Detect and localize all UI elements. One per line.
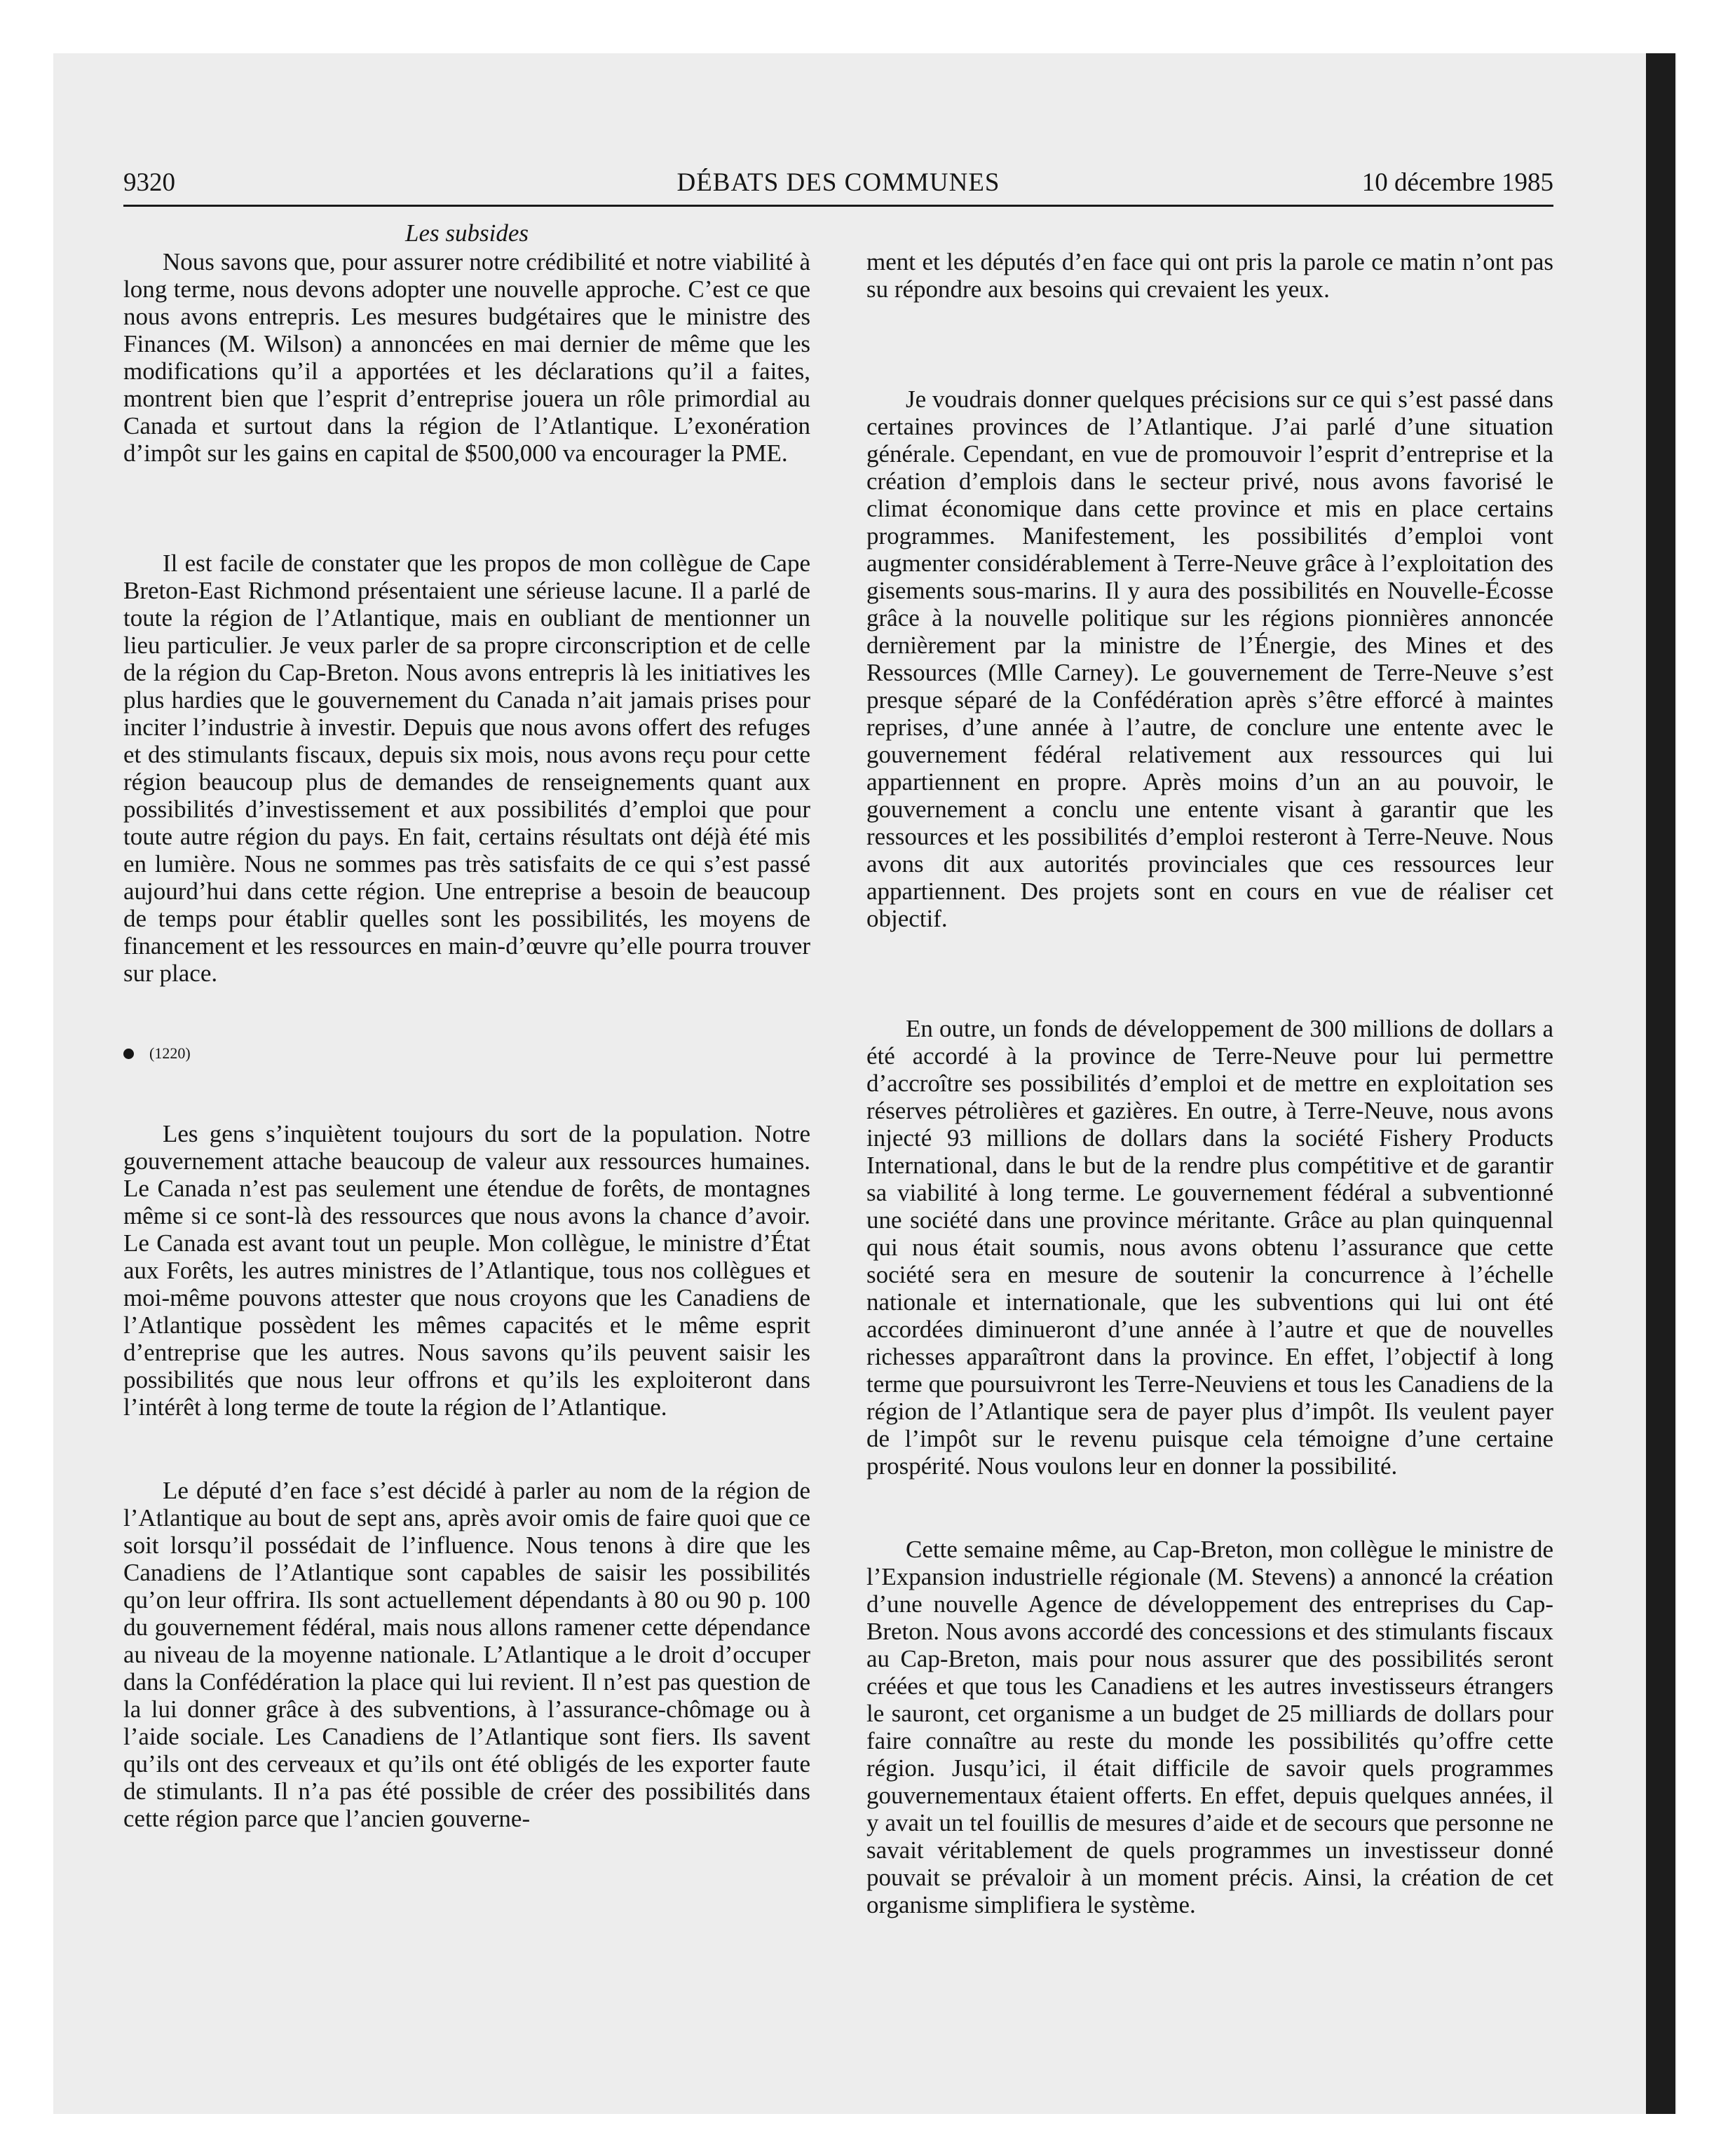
issue-date: 10 décembre 1985 — [1361, 168, 1553, 197]
journal-title: DÉBATS DES COMMUNES — [676, 168, 1000, 197]
right-column — [866, 248, 1553, 1918]
left-paragraph-1: Nous savons que, pour assurer notre crédibilité et notre viabilité à long terme, nous devons adopter une nouvelle approche. C’est ce que nous avons entrepris. Les mesures budgétaires que le ministre des Finances (M. Wilson) a annoncées en mai dernier de même que les modifications qu’il a apportées et les déclarations qu’il a faites, montrent bien que l’esprit d’entreprise jouera un rôle primordial au Canada et surtout dans la région de l’Atlantique. L’exonération d’impôt sur les gains en capital de $500,000 va encourager la PME. — [123, 248, 810, 467]
time-marker — [123, 1043, 810, 1064]
bullet-icon — [123, 1049, 134, 1059]
section-title: Les subsides — [405, 219, 529, 247]
running-header — [123, 165, 1553, 207]
right-paragraph-2: Je voudrais donner quelques précisions sur ce qui s’est passé dans certaines provinces de l’Atlantique. J’ai parlé d’une situation générale. Cependant, en vue de promouvoir l’esprit d’entreprise et la création d’emplois dans le secteur privé, nous avons favorisé le climat économique dans cette province et mis en place certains programmes. Manifestement, les possibilités d’emploi vont augmenter considérablement à Terre-Neuve grâce à l’exploitation des gisements sous-marins. Il y aura des possibilités en Nouvelle-Écosse grâce à la nouvelle politique sur les régions pionnières annoncée dernièrement par la ministre de l’Énergie, des Mines et des Ressources (Mlle Carney). Le gouvernement de Terre-Neuve s’est presque séparé de la Confédération après s’être efforcé à maintes reprises, d’une année à l’autre, de conclure une entente avec le gouvernement fédéral relativement aux ressources qui lui appartiennent en propre. Après moins d’un an au pouvoir, le gouvernement a conclu une entente visant à garantir que les ressources et les possibilités d’emploi resteront à Terre-Neuve. Nous avons dit aux autorités provinciales que ces ressources leur appartiennent. Des projets sont en cours en vue de réaliser cet objectif. — [866, 386, 1553, 932]
left-paragraph-4: Le député d’en face s’est décidé à parler au nom de la région de l’Atlantique au bout de sept ans, après avoir omis de faire quoi que ce soit lorsqu’il possédait de l’influence. Nous tenons à dire que les Canadiens de l’Atlantique sont capables de saisir les possibilités qu’on leur offrira. Ils sont actuellement dépendants à 80 ou 90 p. 100 du gouvernement fédéral, mais nous allons ramener cette dépendance au niveau de la moyenne nationale. L’Atlantique a le droit d’occuper dans la Confédération la place qui lui revient. Il n’est pas question de la lui donner grâce à des subventions, à l’assurance-chômage ou à l’aide sociale. Les Canadiens de l’Atlantique sont fiers. Ils savent qu’ils ont des cerveaux et qu’ils ont été obligés de les exporter faute de stimulants. Il n’a pas été possible de créer des possibilités dans cette région parce que l’ancien gouverne- — [123, 1477, 810, 1832]
right-paragraph-4: Cette semaine même, au Cap-Breton, mon collègue le ministre de l’Expansion industrielle régionale (M. Stevens) a annoncé la création d’une nouvelle Agence de développement des entreprises du Cap-Breton. Nous avons accordé des concessions et des stimulants fiscaux au Cap-Breton, mais pour nous assurer que des possibilités seront créées et que tous les Canadiens et les autres investisseurs étrangers le sauront, cet organisme a un budget de 25 milliards de dollars pour faire connaître au reste du monde les possibilités qu’offre cette région. Jusqu’ici, il était difficile de savoir quels programmes gouvernementaux étaient offerts. En effet, depuis quelques années, il y avait un tel fouillis de mesures d’aide et de secours que personne ne savait véritablement de quels programmes un investisseur donné pouvait se prévaloir à un moment précis. Ainsi, la création de cet organisme simplifiera le système. — [866, 1536, 1553, 1918]
hansard-page — [123, 165, 1553, 2058]
right-paragraph-1: ment et les députés d’en face qui ont pris la parole ce matin n’ont pas su répondre aux besoins qui crevaient les yeux. — [866, 248, 1553, 303]
right-paragraph-3: En outre, un fonds de développement de 300 millions de dollars a été accordé à la province de Terre-Neuve pour lui permettre d’accroître ses possibilités d’emploi et de mettre en exploitation ses réserves pétrolières et gazières. En outre, à Terre-Neuve, nous avons injecté 93 millions de dollars dans la société Fishery Products International, dans le but de la rendre plus compétitive et de garantir sa viabilité à long terme. Le gouvernement fédéral a subventionné une société dans une province méritante. Grâce au plan quinquennal qui nous était soumis, nous avons obtenu l’assurance que cette société sera en mesure de soutenir la concurrence à l’échelle nationale et internationale, que les subventions qui lui ont été accordées diminueront d’une année à l’autre et que de nouvelles richesses apparaîtront dans la province. En effet, l’objectif à long terme que poursuivront les Terre-Neuviens et tous les Canadiens de la région de l’Atlantique sera de payer plus d’impôt. Ils veulent payer de l’impôt sur le revenu puisque cela témoigne d’une certaine prospérité. Nous voulons leur en donner la possibilité. — [866, 1015, 1553, 1480]
left-paragraph-3: Les gens s’inquiètent toujours du sort de la population. Notre gouvernement attache beaucoup de valeur aux ressources humaines. Le Canada n’est pas seulement une étendue de forêts, de montagnes même si ce sont-là des ressources que nous avons la chance d’avoir. Le Canada est avant tout un peuple. Mon collègue, le ministre d’État aux Forêts, les autres ministres de l’Atlantique, tous nos collègues et moi-même pouvons attester que nous croyons que les Canadiens de l’Atlantique possèdent les mêmes capacités et le même esprit d’entreprise que les autres. Nous savons qu’ils peuvent saisir les possibilités que nous leur offrons et qu’ils les exploiteront dans l’intérêt à long terme de toute la région de l’Atlantique. — [123, 1120, 810, 1421]
left-paragraph-2: Il est facile de constater que les propos de mon collègue de Cape Breton-East Richmond présentaient une sérieuse lacune. Il a parlé de toute la région de l’Atlantique, mais en oubliant de mentionner un lieu particulier. Je veux parler de sa propre circonscription et de celle de la région du Cap-Breton. Nous avons entrepris là les initiatives les plus hardies que le gouvernement du Canada n’ait jamais prises pour inciter l’industrie à investir. Depuis que nous avons offert des refuges et des stimulants fiscaux, depuis six mois, nous avons reçu pour cette région beaucoup plus de demandes de renseignements quant aux possibilités d’investissement et aux possibilités d’emploi que pour toute autre région du pays. En fait, certains résultats ont déjà été mis en lumière. Nous ne sommes pas très satisfaits de ce qui s’est passé aujourd’hui dans cette région. Une entreprise a besoin de beaucoup de temps pour établir quelles sont les possibilités, les moyens de financement et les ressources en main-d’œuvre qu’elle pourra trouver sur place. — [123, 550, 810, 987]
left-column — [123, 248, 810, 1832]
time-marker-label: (1220) — [149, 1044, 191, 1062]
scan-binding-edge — [1646, 53, 1675, 2114]
page-number: 9320 — [123, 168, 175, 197]
